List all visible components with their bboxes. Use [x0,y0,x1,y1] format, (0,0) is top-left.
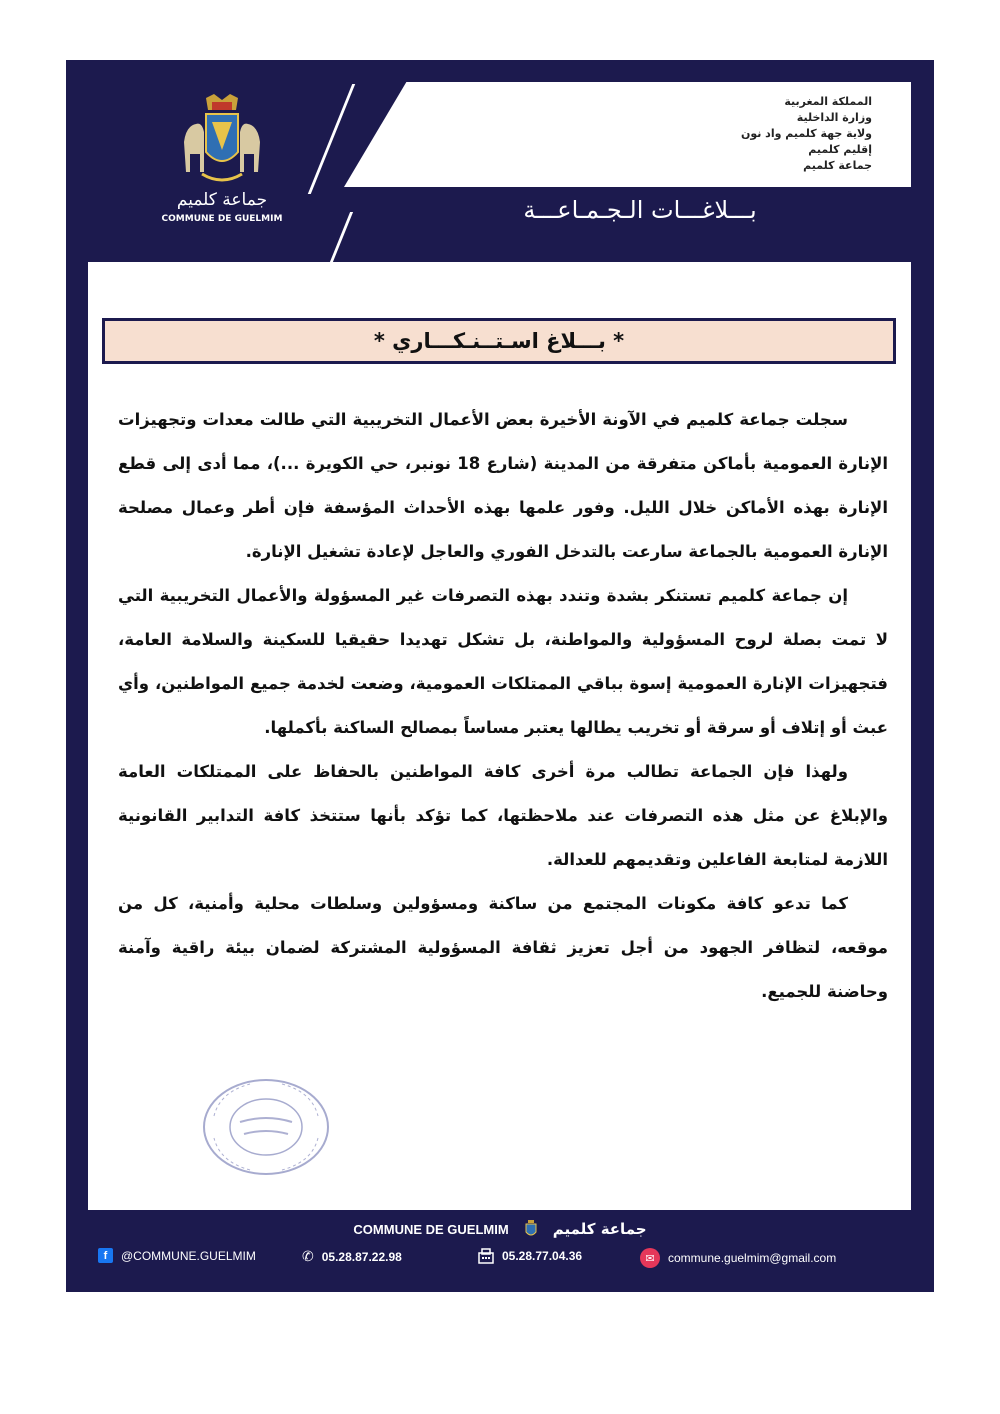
footer-email[interactable] [640,1248,836,1268]
fax-icon [478,1248,494,1264]
facebook-icon: f [98,1248,113,1263]
ministry-line: ولاية جهة كلميم واد نون [740,127,872,140]
commune-logo [176,92,268,190]
announcement-body [118,398,888,1014]
paragraph: سجلت جماعة كلميم في الآونة الأخيرة بعض الأعمال التخريبية التي طالت معدات وتجهيزات الإنارة العمومية بأماكن متفرقة من المدينة (شارع 18 نونبر، حي الكويرة ...)، مما أدى إلى قطع الإنارة بهذه الأماكن خلال الليل. وفور علمها بهذه الأحداث المؤسفة فإن أطر وعمال مصلحة الإنارة العمومية بالجماعة سارعت بالتدخل الفوري والعاجل لإعادة تشغيل الإنارة. [118,410,889,561]
footer-commune-french: COMMUNE DE GUELMIM [353,1221,509,1237]
official-stamp [200,1076,332,1178]
ministry-line: إقليم كلميم [808,143,872,156]
phone-number: 05.28.87.22.98 [321,1249,402,1264]
banner-title: بـــلاغـــات الـجـمـاعـــة [523,196,757,224]
paragraph: كما تدعو كافة مكونات المجتمع من ساكنة ومسؤولين وسلطات محلية وأمنية، كل من موقعه، لتظافر الجهود من أجل تعزيز ثقافة المسؤولية المشتركة لضمان بيئة راقية وآمنة وحاضنة للجميع. [118,894,888,1001]
footer-phone[interactable] [302,1248,402,1265]
footer-facebook[interactable] [98,1248,256,1263]
footer-commune [330,1216,670,1242]
phone-icon: ✆ [302,1248,314,1264]
facebook-handle: @COMMUNE.GUELMIM [121,1248,256,1263]
ministry-block [741,94,872,174]
mail-icon: ✉ [640,1248,660,1268]
logo-arabic-name: جماعة كلميم [176,190,268,210]
commune-emblem-icon [523,1220,539,1238]
footer-fax[interactable] [478,1248,582,1264]
email-address: commune.guelmim@gmail.com [668,1251,837,1265]
paragraph: ولهذا فإن الجماعة تطالب مرة أخرى كافة المواطنين بالحفاظ على الممتلكات العامة والإبلاغ عن مثل هذه التصرفات عند ملاحظتها، كما تؤكد بأنها ستتخذ كافة التدابير القانونية اللازمة لمتابعة الفاعلين وتقديمهم للعدالة. [118,762,888,869]
paragraph: إن جماعة كلميم تستنكر بشدة وتندد بهذه التصرفات غير المسؤولة والأعمال التخريبية التي لا تمت بصلة لروح المسؤولية والمواطنة، بل تشكل تهديدا حقيقيا للسكينة والسلامة العامة، فتجهيزات الإنارة العمومية إسوة بباقي الممتلكات العمومية، وضعت لخدمة جميع المواطنين، وأي عبث أو إتلاف أو سرقة أو تخريب يطالها يعتبر مساساً بمصالح الساكنة بأكملها. [118,586,888,737]
announcement-title-box [102,318,896,364]
footer-contacts [96,1244,896,1272]
logo-french-name: COMMUNE DE GUELMIM [161,214,283,224]
fax-number: 05.28.77.04.36 [502,1249,583,1263]
footer-commune-arabic: جماعة كلميم [552,1220,647,1238]
ministry-line: جماعة كلميم [803,159,872,172]
ministry-line: المملكة المغربية [784,95,872,108]
ministry-line: وزارة الداخلية [796,111,872,124]
announcement-title: * بـــلاغ اسـتــنـكـــاري * [373,329,625,353]
